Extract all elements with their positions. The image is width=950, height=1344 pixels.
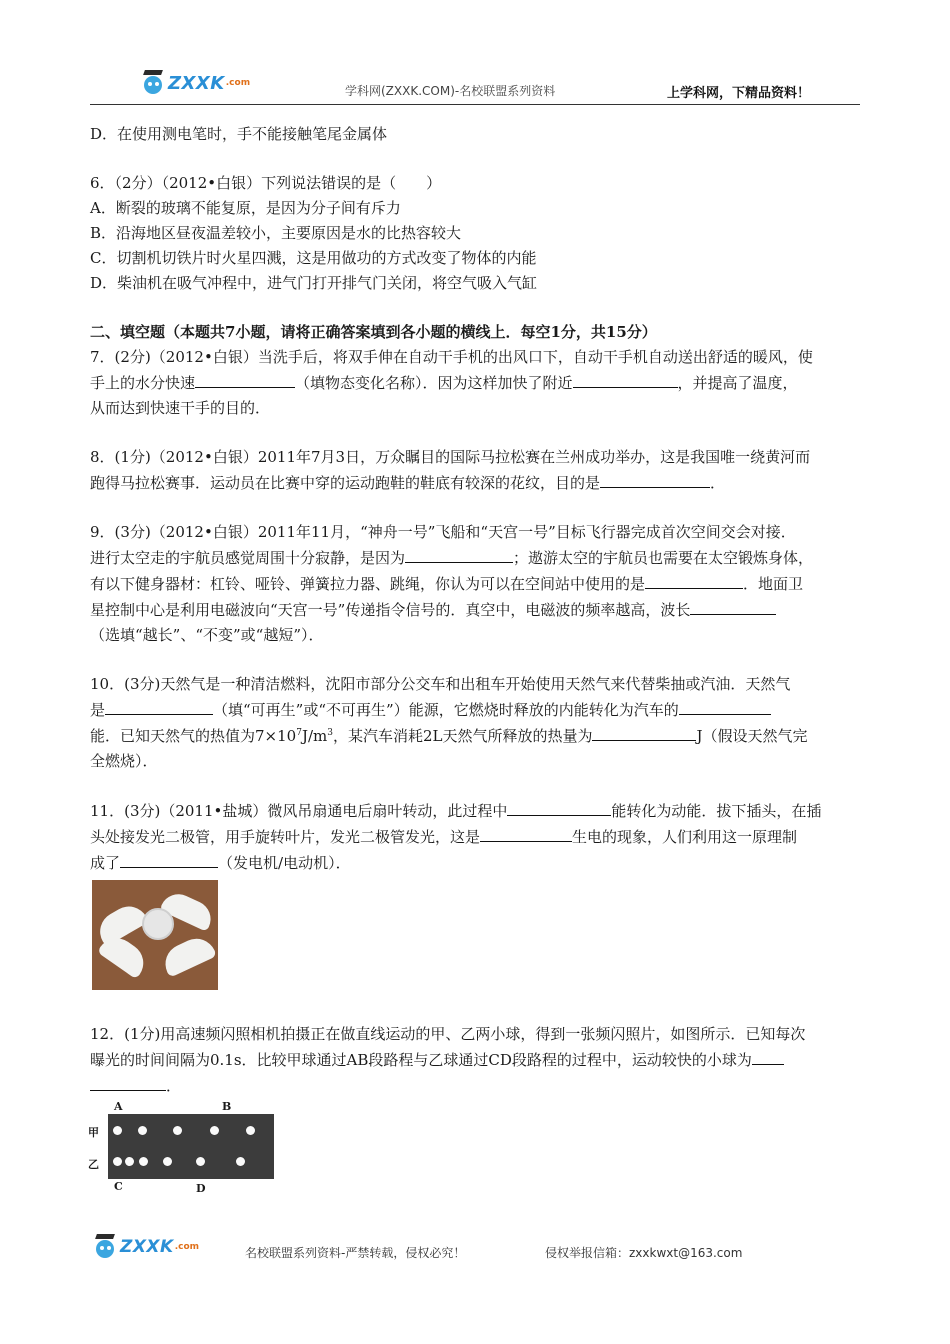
header-divider xyxy=(90,104,860,105)
answer-blank[interactable] xyxy=(195,370,295,388)
q6-option-b: B．沿海地区昼夜温差较小，主要原因是水的比热容较大 xyxy=(90,224,462,242)
zxxk-logo-footer xyxy=(90,1234,199,1260)
row-label-yi: 乙 xyxy=(88,1158,99,1171)
logo-text: ZXXK xyxy=(168,72,225,94)
q9-line-5: （选填“越长”、“不变”或“越短”）． xyxy=(90,626,324,644)
ball-yi xyxy=(113,1157,122,1166)
q11-line-2: 头处接发光二极管，用手旋转叶片，发光二极管发光，这是 生电的现象，人们利用这一原理制 xyxy=(90,824,860,850)
logo-text: ZXXK xyxy=(120,1237,174,1257)
q12-line-3: ． xyxy=(90,1073,860,1099)
row-label-jia: 甲 xyxy=(88,1126,99,1139)
logo-suffix: .com xyxy=(174,1242,200,1252)
q7-line-1: 7．(2分)（2012•白银）当洗手后，将双手伸在自动干手机的出风口下，自动干手机自动送出舒适的暖风，使 xyxy=(90,348,813,366)
q9-line-1: 9．(3分)（2012•白银）2011年11月，“神舟一号”飞船和“天宫一号”目标飞行器完成首次空间交会对接． xyxy=(90,523,796,541)
answer-blank[interactable] xyxy=(645,571,743,589)
answer-blank[interactable] xyxy=(679,697,771,715)
q11-line-1: 11．(3分)（2011•盐城）微风吊扇通电后扇叶转动，此过程中 能转化为动能．拔下插头，在插 xyxy=(90,798,860,824)
answer-blank[interactable] xyxy=(690,597,776,615)
page-header xyxy=(90,68,860,106)
answer-blank[interactable] xyxy=(752,1047,784,1065)
answer-blank[interactable] xyxy=(120,850,218,868)
header-center-text: 学科网(ZXXK.COM)-名校联盟系列资料 xyxy=(345,84,556,98)
logo-suffix: .com xyxy=(225,78,251,88)
strobe-photo-figure xyxy=(80,1100,280,1195)
label-c: C xyxy=(114,1180,123,1193)
q12-block xyxy=(90,1022,860,1099)
q7-line-2: 手上的水分快速 （填物态变化名称）．因为这样加快了附近 ，并提高了温度， xyxy=(90,370,860,396)
label-d: D xyxy=(196,1182,206,1195)
q11-line-3: 成了 （发电机/电动机）． xyxy=(90,850,860,876)
q9-line-2: 进行太空走的宇航员感觉周围十分寂静，是因为 ；遨游太空的宇航员也需要在太空锻炼身体， xyxy=(90,545,860,571)
answer-blank[interactable] xyxy=(507,798,611,816)
q6-option-d: D．柴油机在吸气冲程中，进气门打开排气门关闭，将空气吸入气缸 xyxy=(90,274,538,292)
footer-report-email: 侵权举报信箱：zxxkwxt@163.com xyxy=(545,1246,743,1260)
ball-yi xyxy=(163,1157,172,1166)
answer-blank[interactable] xyxy=(90,1073,166,1091)
footer-copyright: 名校联盟系列资料-严禁转载，侵权必究！ xyxy=(245,1246,466,1260)
answer-blank[interactable] xyxy=(600,470,710,488)
ball-yi xyxy=(139,1157,148,1166)
q10-line-1: 10．(3分)天然气是一种清洁燃料，沈阳市部分公交车和出租车开始使用天然气来代替柴抽或汽油．天然气 xyxy=(90,675,791,693)
q9-line-4: 星控制中心是利用电磁波向“天宫一号”传递指令信号的．真空中，电磁波的频率越高，波长 xyxy=(90,597,860,623)
answer-blank[interactable] xyxy=(592,723,696,741)
label-b: B xyxy=(222,1100,232,1113)
q10-line-2: 是 （填“可再生”或“不可再生”）能源，它燃烧时释放的内能转化为汽车的 xyxy=(90,697,860,723)
ball-jia xyxy=(138,1126,147,1135)
answer-blank[interactable] xyxy=(480,824,572,842)
page-footer xyxy=(90,1232,860,1268)
photo-background xyxy=(108,1114,274,1179)
ceiling-fan-photo xyxy=(92,880,218,990)
ball-jia xyxy=(113,1126,122,1135)
ball-jia xyxy=(173,1126,182,1135)
answer-blank[interactable] xyxy=(405,545,513,563)
q10-line-4: 全燃烧）． xyxy=(90,752,158,770)
q9-line-3: 有以下健身器材：杠铃、哑铃、弹簧拉力器、跳绳，你认为可以在空间站中使用的是 ．地面卫 xyxy=(90,571,860,597)
mascot-icon xyxy=(138,70,168,96)
q8-line-2: 跑得马拉松赛事．运动员在比赛中穿的运动跑鞋的鞋底有较深的花纹，目的是 ． xyxy=(90,470,860,496)
ball-yi xyxy=(236,1157,245,1166)
ball-jia xyxy=(210,1126,219,1135)
q5-option-d: D．在使用测电笔时，手不能接触笔尾金属体 xyxy=(90,125,388,143)
answer-blank[interactable] xyxy=(573,370,678,388)
answer-blank[interactable] xyxy=(105,697,213,715)
mascot-icon xyxy=(90,1234,120,1260)
q10-line-3: 能．已知天然气的热值为$7\times 10^7J/m^3$，某汽车消耗2L天然气所释放的热量为 J（假设天然气完 xyxy=(90,723,860,749)
section-2-heading: 二、填空题（本题共7小题，请将正确答案填到各小题的横线上．每空1分，共15分） xyxy=(90,323,657,341)
q12-line-1: 12．(1分)用高速频闪照相机拍摄正在做直线运动的甲、乙两小球，得到一张频闪照片，如图所示．已知每次 xyxy=(90,1025,806,1043)
q8-line-1: 8．(1分)（2012•白银）2011年7月3日，万众瞩目的国际马拉松赛在兰州成功举办，这是我国唯一绕黄河而 xyxy=(90,448,811,466)
header-slogan: 上学科网，下精品资料！ xyxy=(666,86,810,101)
label-a: A xyxy=(114,1100,123,1113)
q6-option-c: C．切割机切铁片时火星四溅，这是用做功的方式改变了物体的内能 xyxy=(90,249,537,267)
q12-line-2: 曝光的时间间隔为0.1s．比较甲球通过AB段路程与乙球通过CD段路程的过程中，运动较快的小球为 xyxy=(90,1047,860,1073)
ball-yi xyxy=(196,1157,205,1166)
exam-content xyxy=(90,122,860,876)
q6-option-a: A．断裂的玻璃不能复原，是因为分子间有斥力 xyxy=(90,199,401,217)
zxxk-logo xyxy=(138,70,250,96)
q6-stem: 6．（2分）（2012•白银）下列说法错误的是（ ） xyxy=(90,174,442,192)
ball-yi xyxy=(125,1157,134,1166)
ball-jia xyxy=(246,1126,255,1135)
q7-line-3: 从而达到快速干手的目的． xyxy=(90,399,271,417)
